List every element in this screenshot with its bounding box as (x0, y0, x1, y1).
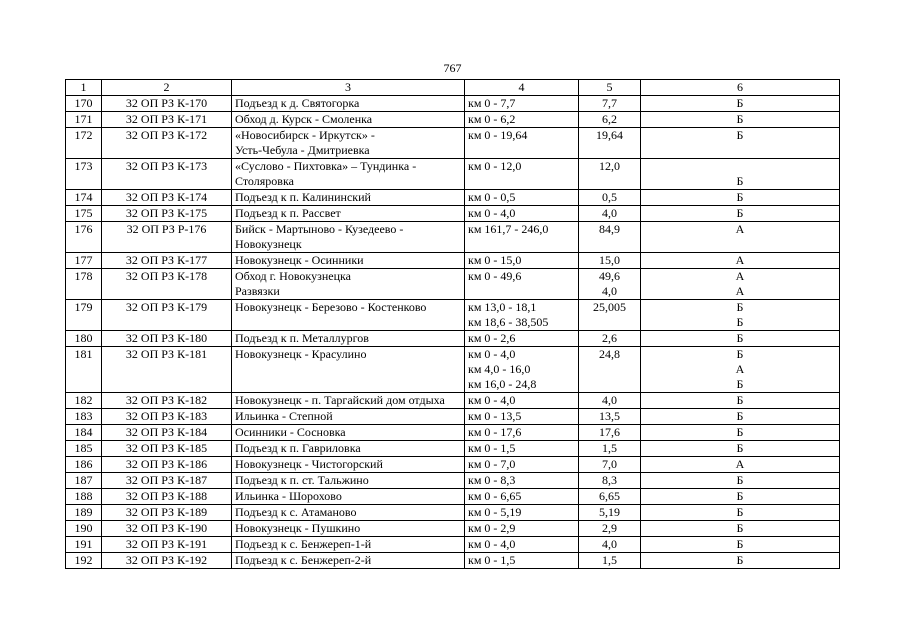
row-number-cell: 172 (66, 128, 102, 159)
category-cell (641, 159, 840, 190)
km-range-cell (465, 409, 579, 425)
row-number-cell: 174 (66, 190, 102, 206)
row-number-cell: 190 (66, 521, 102, 537)
km-range-cell-line: км 0 - 8,3 (468, 473, 516, 487)
table-row (66, 457, 840, 473)
length-cell (579, 159, 641, 190)
km-range-cell-line: км 0 - 19,64 (468, 128, 528, 142)
category-cell-line: А (735, 362, 745, 376)
road-name-cell-line: Усть-Чебула - Дмитриевка (235, 143, 370, 157)
km-range-cell (465, 441, 579, 457)
road-name-cell-line: Подъезд к п. Калининский (235, 190, 371, 204)
category-cell-line: А (735, 253, 745, 267)
road-code-cell: 32 ОП РЗ Р-176 (102, 222, 232, 253)
length-cell (579, 300, 641, 331)
column-header-4: 4 (465, 80, 579, 96)
road-code-cell: 32 ОП РЗ К-189 (102, 505, 232, 521)
category-cell-line: Б (736, 553, 744, 567)
km-range-cell-line: км 0 - 0,5 (468, 190, 516, 204)
row-number-cell: 187 (66, 473, 102, 489)
length-cell (579, 331, 641, 347)
length-cell-line: 4,0 (602, 206, 617, 220)
road-name-cell-line: Столяровка (235, 174, 294, 188)
length-cell-line: 0,5 (602, 190, 617, 204)
road-code-cell: 32 ОП РЗ К-187 (102, 473, 232, 489)
row-number-cell: 182 (66, 393, 102, 409)
row-number-cell: 192 (66, 553, 102, 569)
km-range-cell (465, 128, 579, 159)
road-name-cell-line: Ильинка - Степной (235, 409, 333, 423)
category-cell-line: Б (736, 425, 744, 439)
length-cell-line: 1,5 (602, 441, 617, 455)
column-header-6: 6 (641, 80, 840, 96)
road-code-cell: 32 ОП РЗ К-179 (102, 300, 232, 331)
km-range-cell-line: км 13,0 - 18,1 (468, 300, 537, 314)
length-cell-line: 7,0 (602, 457, 617, 471)
category-cell-line: Б (736, 190, 744, 204)
row-number-cell: 179 (66, 300, 102, 331)
row-number-cell: 185 (66, 441, 102, 457)
length-cell (579, 222, 641, 253)
road-name-cell (232, 505, 465, 521)
category-cell-line: А (735, 457, 745, 471)
length-cell (579, 96, 641, 112)
km-range-cell (465, 269, 579, 300)
category-cell-line: Б (736, 489, 744, 503)
km-range-cell (465, 537, 579, 553)
page-number: 767 (443, 61, 462, 75)
table-row (66, 409, 840, 425)
length-cell (579, 457, 641, 473)
length-cell (579, 190, 641, 206)
road-name-cell (232, 206, 465, 222)
category-cell (641, 457, 840, 473)
table-row (66, 300, 840, 331)
road-name-cell-line: Новокузнецк - Красулино (235, 347, 367, 361)
length-cell-line: 4,0 (602, 393, 617, 407)
length-cell-line: 4,0 (602, 284, 617, 298)
road-code-cell: 32 ОП РЗ К-181 (102, 347, 232, 393)
road-name-cell (232, 393, 465, 409)
row-number-cell: 180 (66, 331, 102, 347)
km-range-cell-line: км 0 - 4,0 (468, 347, 516, 361)
length-cell (579, 473, 641, 489)
category-cell (641, 300, 840, 331)
road-name-cell-line: Подъезд к п. ст. Тальжино (235, 473, 369, 487)
category-cell (641, 393, 840, 409)
km-range-cell-line: км 0 - 2,9 (468, 521, 516, 535)
length-cell-line: 84,9 (599, 222, 620, 236)
category-cell (641, 489, 840, 505)
road-name-cell-line: Новокузнецк - Березово - Костенково (235, 300, 427, 314)
road-code-cell: 32 ОП РЗ К-175 (102, 206, 232, 222)
length-cell-line: 15,0 (599, 253, 620, 267)
length-cell-line: 12,0 (599, 159, 620, 173)
road-code-cell: 32 ОП РЗ К-173 (102, 159, 232, 190)
km-range-cell (465, 521, 579, 537)
road-code-cell: 32 ОП РЗ К-178 (102, 269, 232, 300)
length-cell-line: 6,2 (602, 112, 617, 126)
km-range-cell-line: км 0 - 7,7 (468, 96, 516, 110)
length-cell-line: 6,65 (599, 489, 620, 503)
category-cell-line: Б (736, 537, 744, 551)
road-code-cell: 32 ОП РЗ К-177 (102, 253, 232, 269)
category-cell (641, 473, 840, 489)
km-range-cell-line: км 0 - 49,6 (468, 269, 522, 283)
length-cell (579, 393, 641, 409)
category-cell (641, 425, 840, 441)
km-range-cell (465, 347, 579, 393)
road-name-cell-line: Подъезд к с. Бенжереп-2-й (235, 553, 372, 567)
road-code-cell: 32 ОП РЗ К-183 (102, 409, 232, 425)
length-cell-line: 8,3 (602, 473, 617, 487)
road-name-cell-line: Подъезд к п. Металлургов (235, 331, 369, 345)
road-name-cell-line: Подъезд к с. Атаманово (235, 505, 357, 519)
row-number-cell: 183 (66, 409, 102, 425)
road-name-cell-line: Новокузнецк - п. Таргайский дом отдыха (235, 393, 445, 407)
category-cell-line: Б (736, 505, 744, 519)
row-number-cell: 188 (66, 489, 102, 505)
km-range-cell-line: км 0 - 2,6 (468, 331, 516, 345)
category-cell (641, 441, 840, 457)
road-code-cell: 32 ОП РЗ К-180 (102, 331, 232, 347)
length-cell (579, 489, 641, 505)
category-cell (641, 521, 840, 537)
km-range-cell-line: км 0 - 17,6 (468, 425, 522, 439)
category-cell-line: А (735, 222, 745, 236)
km-range-cell (465, 222, 579, 253)
km-range-cell (465, 190, 579, 206)
category-cell-line: Б (736, 174, 744, 188)
km-range-cell-line: км 18,6 - 38,505 (468, 315, 549, 329)
table-row (66, 441, 840, 457)
km-range-cell-line: км 0 - 4,0 (468, 537, 516, 551)
km-range-cell-line: км 16,0 - 24,8 (468, 377, 537, 391)
row-number-cell: 177 (66, 253, 102, 269)
road-name-cell (232, 96, 465, 112)
road-name-cell-line: Подъезд к д. Святогорка (235, 96, 360, 110)
length-cell-line: 49,6 (599, 269, 620, 283)
row-number-cell: 189 (66, 505, 102, 521)
km-range-cell-line: км 0 - 4,0 (468, 393, 516, 407)
length-cell (579, 409, 641, 425)
road-name-cell (232, 441, 465, 457)
length-cell (579, 521, 641, 537)
length-cell-line: 19,64 (596, 128, 623, 142)
row-number-cell: 173 (66, 159, 102, 190)
road-name-cell (232, 128, 465, 159)
km-range-cell-line: км 0 - 1,5 (468, 441, 516, 455)
table-row (66, 425, 840, 441)
road-name-cell (232, 489, 465, 505)
road-name-cell (232, 253, 465, 269)
table-row (66, 159, 840, 190)
row-number-cell: 186 (66, 457, 102, 473)
row-number-cell: 181 (66, 347, 102, 393)
road-name-cell-line: Подъезд к с. Бенжереп-1-й (235, 537, 372, 551)
length-cell-line: 2,9 (602, 521, 617, 535)
row-number-cell: 191 (66, 537, 102, 553)
road-name-cell-line: Новокузнецк (235, 237, 302, 251)
category-cell (641, 253, 840, 269)
road-name-cell (232, 537, 465, 553)
category-cell (641, 553, 840, 569)
category-cell-line: Б (736, 473, 744, 487)
road-name-cell (232, 457, 465, 473)
category-cell (641, 112, 840, 128)
road-name-cell-line: Новокузнецк - Осинники (235, 253, 364, 267)
row-number-cell: 178 (66, 269, 102, 300)
table-row (66, 489, 840, 505)
road-name-cell-line: Обход г. Новокузнецка (235, 269, 351, 283)
km-range-cell-line: км 161,7 - 246,0 (468, 222, 549, 236)
km-range-cell (465, 473, 579, 489)
roads-table (65, 79, 840, 569)
km-range-cell-line: км 0 - 5,19 (468, 505, 522, 519)
km-range-cell-line: км 0 - 6,65 (468, 489, 522, 503)
km-range-cell-line: км 0 - 12,0 (468, 159, 522, 173)
length-cell-line: 4,0 (602, 537, 617, 551)
road-code-cell: 32 ОП РЗ К-172 (102, 128, 232, 159)
length-cell (579, 206, 641, 222)
table-row (66, 537, 840, 553)
length-cell (579, 269, 641, 300)
km-range-cell (465, 253, 579, 269)
length-cell (579, 347, 641, 393)
category-cell-line: Б (736, 96, 744, 110)
road-code-cell: 32 ОП РЗ К-192 (102, 553, 232, 569)
km-range-cell-line: км 0 - 13,5 (468, 409, 522, 423)
km-range-cell (465, 425, 579, 441)
table-row (66, 96, 840, 112)
road-name-cell (232, 222, 465, 253)
category-cell-line: Б (736, 377, 744, 391)
road-code-cell: 32 ОП РЗ К-188 (102, 489, 232, 505)
header-row (66, 80, 840, 96)
table-row (66, 553, 840, 569)
table-body (66, 96, 840, 569)
road-name-cell (232, 300, 465, 331)
table-row (66, 206, 840, 222)
road-name-cell (232, 409, 465, 425)
km-range-cell (465, 393, 579, 409)
road-code-cell: 32 ОП РЗ К-174 (102, 190, 232, 206)
table-row (66, 505, 840, 521)
category-cell (641, 269, 840, 300)
length-cell-line: 13,5 (599, 409, 620, 423)
category-cell-line: Б (736, 521, 744, 535)
category-cell-line (644, 159, 836, 174)
column-header-1: 1 (66, 80, 102, 96)
category-cell-line: Б (736, 315, 744, 329)
road-name-cell-line: Ильинка - Шорохово (235, 489, 342, 503)
length-cell-line: 2,6 (602, 331, 617, 345)
row-number-cell: 184 (66, 425, 102, 441)
km-range-cell (465, 206, 579, 222)
category-cell-line: Б (736, 347, 744, 361)
km-range-cell-line: км 0 - 4,0 (468, 206, 516, 220)
road-code-cell: 32 ОП РЗ К-185 (102, 441, 232, 457)
road-name-cell (232, 347, 465, 393)
road-name-cell (232, 190, 465, 206)
row-number-cell: 175 (66, 206, 102, 222)
km-range-cell (465, 553, 579, 569)
road-name-cell-line: Новокузнецк - Пушкино (235, 521, 361, 535)
column-header-3: 3 (232, 80, 465, 96)
road-code-cell: 32 ОП РЗ К-190 (102, 521, 232, 537)
length-cell (579, 441, 641, 457)
table-row (66, 253, 840, 269)
category-cell (641, 206, 840, 222)
category-cell (641, 331, 840, 347)
table-row (66, 347, 840, 393)
category-cell (641, 222, 840, 253)
km-range-cell (465, 457, 579, 473)
length-cell-line: 1,5 (602, 553, 617, 567)
length-cell-line: 24,8 (599, 347, 620, 361)
column-header-5: 5 (579, 80, 641, 96)
row-number-cell: 176 (66, 222, 102, 253)
road-name-cell-line: Бийск - Мартыново - Кузедеево - (235, 222, 404, 236)
length-cell (579, 505, 641, 521)
road-name-cell-line: «Новосибирск - Иркутск» - (235, 128, 375, 142)
length-cell (579, 128, 641, 159)
road-name-cell-line: Обход д. Курск - Смоленка (235, 112, 373, 126)
category-cell-line: Б (736, 441, 744, 455)
road-code-cell: 32 ОП РЗ К-171 (102, 112, 232, 128)
road-code-cell: 32 ОП РЗ К-191 (102, 537, 232, 553)
category-cell-line: Б (736, 409, 744, 423)
category-cell (641, 96, 840, 112)
table-row (66, 112, 840, 128)
row-number-cell: 170 (66, 96, 102, 112)
category-cell (641, 347, 840, 393)
km-range-cell-line: км 0 - 15,0 (468, 253, 522, 267)
km-range-cell (465, 489, 579, 505)
road-name-cell (232, 112, 465, 128)
length-cell-line: 5,19 (599, 505, 620, 519)
table-row (66, 393, 840, 409)
category-cell-line: Б (736, 300, 744, 314)
category-cell-line: Б (736, 393, 744, 407)
length-cell (579, 553, 641, 569)
road-name-cell (232, 473, 465, 489)
length-cell (579, 112, 641, 128)
km-range-cell (465, 331, 579, 347)
table-row (66, 190, 840, 206)
road-name-cell (232, 331, 465, 347)
road-name-cell (232, 521, 465, 537)
category-cell (641, 128, 840, 159)
category-cell-line: Б (736, 112, 744, 126)
table-row (66, 269, 840, 300)
length-cell (579, 537, 641, 553)
km-range-cell (465, 159, 579, 190)
km-range-cell-line: км 0 - 7,0 (468, 457, 516, 471)
road-name-cell-line: Осинники - Сосновка (235, 425, 346, 439)
category-cell-line: Б (736, 331, 744, 345)
length-cell (579, 253, 641, 269)
category-cell-line: Б (736, 128, 744, 142)
km-range-cell (465, 96, 579, 112)
category-cell (641, 537, 840, 553)
category-cell-line: А (735, 269, 745, 283)
km-range-cell-line: км 0 - 6,2 (468, 112, 516, 126)
km-range-cell (465, 505, 579, 521)
road-name-cell (232, 425, 465, 441)
road-name-cell (232, 269, 465, 300)
road-name-cell (232, 553, 465, 569)
road-code-cell: 32 ОП РЗ К-186 (102, 457, 232, 473)
table-row (66, 473, 840, 489)
km-range-cell (465, 300, 579, 331)
length-cell-line: 7,7 (602, 96, 617, 110)
road-code-cell: 32 ОП РЗ К-170 (102, 96, 232, 112)
table-row (66, 128, 840, 159)
category-cell (641, 505, 840, 521)
km-range-cell-line: км 4,0 - 16,0 (468, 362, 531, 376)
road-name-cell (232, 159, 465, 190)
road-name-cell-line: Новокузнецк - Чистогорский (235, 457, 383, 471)
road-name-cell-line: Подъезд к п. Гавриловка (235, 441, 361, 455)
road-name-cell-line: Развязки (235, 284, 280, 298)
table-row (66, 521, 840, 537)
km-range-cell-line: км 0 - 1,5 (468, 553, 516, 567)
length-cell-line: 25,005 (593, 300, 626, 314)
table-row (66, 331, 840, 347)
length-cell (579, 425, 641, 441)
table-row (66, 222, 840, 253)
category-cell-line: А (735, 284, 745, 298)
road-code-cell: 32 ОП РЗ К-182 (102, 393, 232, 409)
length-cell-line: 17,6 (599, 425, 620, 439)
column-header-2: 2 (102, 80, 232, 96)
row-number-cell: 171 (66, 112, 102, 128)
road-code-cell: 32 ОП РЗ К-184 (102, 425, 232, 441)
category-cell-line: Б (736, 206, 744, 220)
km-range-cell (465, 112, 579, 128)
road-name-cell-line: «Суслово - Пихтовка» – Тундинка - (235, 159, 417, 173)
road-name-cell-line: Подъезд к п. Рассвет (235, 206, 341, 220)
category-cell (641, 409, 840, 425)
category-cell (641, 190, 840, 206)
